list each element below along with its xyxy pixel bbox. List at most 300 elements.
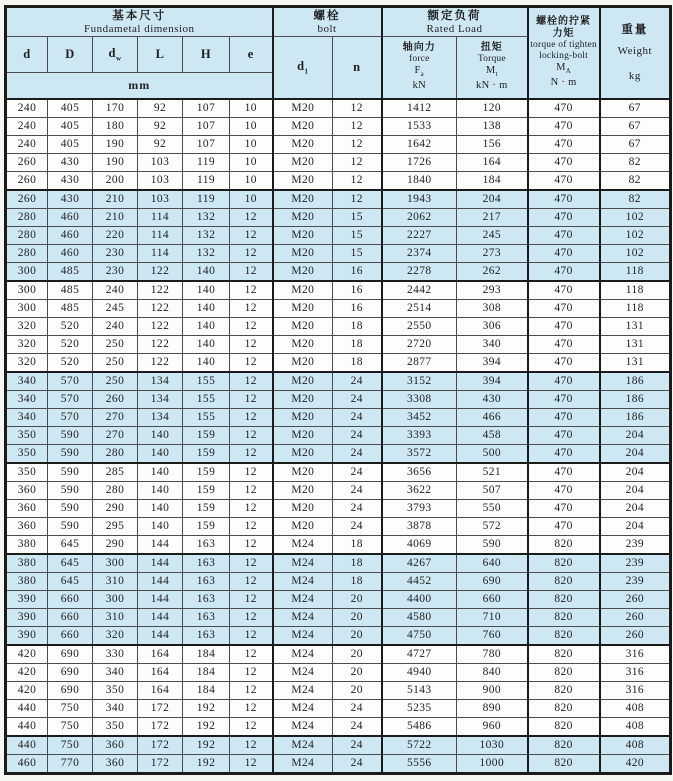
cell: 820 bbox=[528, 681, 600, 699]
table-row bbox=[6, 281, 671, 300]
cell: M20 bbox=[273, 390, 333, 408]
cell: 2442 bbox=[382, 281, 457, 300]
cell: 12 bbox=[230, 754, 273, 773]
header-weight-en: Weight bbox=[617, 44, 653, 57]
cell: 300 bbox=[93, 590, 138, 608]
cell: 12 bbox=[230, 408, 273, 426]
cell: 92 bbox=[138, 135, 183, 153]
cell: 350 bbox=[93, 717, 138, 736]
cell: 466 bbox=[457, 408, 528, 426]
cell: 550 bbox=[457, 499, 528, 517]
header-rated-load-en: Rated Load bbox=[426, 22, 483, 35]
cell: 470 bbox=[528, 390, 600, 408]
cell: 230 bbox=[93, 244, 138, 262]
cell: 5235 bbox=[382, 699, 457, 717]
cell: 239 bbox=[600, 535, 671, 554]
cell: 163 bbox=[183, 572, 230, 590]
cell: 140 bbox=[183, 299, 230, 317]
cell: 20 bbox=[333, 626, 382, 645]
cell: 390 bbox=[6, 626, 48, 645]
header-bolt-group bbox=[273, 7, 382, 37]
cell: M20 bbox=[273, 444, 333, 463]
cell: 82 bbox=[600, 171, 671, 190]
cell: 134 bbox=[138, 408, 183, 426]
cell: 360 bbox=[6, 517, 48, 535]
cell: 260 bbox=[600, 590, 671, 608]
cell: 18 bbox=[333, 572, 382, 590]
cell: 12 bbox=[230, 281, 273, 300]
cell: 710 bbox=[457, 608, 528, 626]
table-row bbox=[6, 463, 671, 482]
header-weight-zh: 重量 bbox=[621, 23, 649, 36]
cell: 172 bbox=[138, 736, 183, 755]
cell: 2720 bbox=[382, 335, 457, 353]
table-row bbox=[6, 572, 671, 590]
cell: 12 bbox=[230, 481, 273, 499]
cell: 114 bbox=[138, 226, 183, 244]
cell: 820 bbox=[528, 572, 600, 590]
header-locking-unit: N · m bbox=[550, 77, 577, 89]
cell: 590 bbox=[48, 481, 93, 499]
header-torque-zh: 扭矩 bbox=[480, 42, 503, 54]
cell: 440 bbox=[6, 717, 48, 736]
cell: 10 bbox=[230, 135, 273, 153]
cell: 20 bbox=[333, 663, 382, 681]
header-locking-zh2: 力矩 bbox=[552, 28, 575, 40]
cell: 5722 bbox=[382, 736, 457, 755]
cell: 192 bbox=[183, 754, 230, 773]
cell: 470 bbox=[528, 153, 600, 171]
cell: 3152 bbox=[382, 372, 457, 391]
cell: 2278 bbox=[382, 262, 457, 281]
cell: M24 bbox=[273, 681, 333, 699]
cell: 645 bbox=[48, 572, 93, 590]
cell: M24 bbox=[273, 572, 333, 590]
cell: 405 bbox=[48, 99, 93, 118]
cell: 122 bbox=[138, 299, 183, 317]
cell: 144 bbox=[138, 572, 183, 590]
header-locking-torque bbox=[528, 7, 600, 99]
cell: 24 bbox=[333, 444, 382, 463]
cell: 204 bbox=[600, 517, 671, 535]
cell: 2550 bbox=[382, 317, 457, 335]
cell: 12 bbox=[230, 390, 273, 408]
cell: M20 bbox=[273, 244, 333, 262]
spec-table bbox=[4, 5, 672, 775]
cell: 18 bbox=[333, 554, 382, 573]
cell: 390 bbox=[6, 608, 48, 626]
cell: M24 bbox=[273, 590, 333, 608]
cell: 12 bbox=[230, 353, 273, 372]
cell: 119 bbox=[183, 171, 230, 190]
cell: 250 bbox=[93, 335, 138, 353]
cell: 660 bbox=[48, 608, 93, 626]
cell: M20 bbox=[273, 262, 333, 281]
cell: M24 bbox=[273, 736, 333, 755]
cell: 164 bbox=[138, 645, 183, 664]
cell: 408 bbox=[600, 717, 671, 736]
cell: 18 bbox=[333, 335, 382, 353]
cell: 12 bbox=[333, 171, 382, 190]
cell: 204 bbox=[600, 426, 671, 444]
cell: 460 bbox=[48, 226, 93, 244]
cell: 245 bbox=[457, 226, 528, 244]
cell: 2514 bbox=[382, 299, 457, 317]
cell: 131 bbox=[600, 335, 671, 353]
cell: 470 bbox=[528, 499, 600, 517]
cell: 690 bbox=[457, 572, 528, 590]
cell: 770 bbox=[48, 754, 93, 773]
cell: 10 bbox=[230, 190, 273, 209]
cell: 485 bbox=[48, 299, 93, 317]
cell: 155 bbox=[183, 390, 230, 408]
cell: 590 bbox=[48, 499, 93, 517]
cell: 460 bbox=[48, 244, 93, 262]
cell: 159 bbox=[183, 517, 230, 535]
cell: 470 bbox=[528, 244, 600, 262]
cell: 350 bbox=[6, 426, 48, 444]
cell: 12 bbox=[230, 426, 273, 444]
cell: 350 bbox=[93, 681, 138, 699]
cell: 3622 bbox=[382, 481, 457, 499]
table-row bbox=[6, 663, 671, 681]
header-locking-en: torque of tighten locking-bolt bbox=[530, 40, 597, 62]
cell: 840 bbox=[457, 663, 528, 681]
cell: 12 bbox=[230, 608, 273, 626]
cell: 20 bbox=[333, 681, 382, 699]
cell: 12 bbox=[230, 299, 273, 317]
cell: 15 bbox=[333, 244, 382, 262]
table-row bbox=[6, 117, 671, 135]
cell: 15 bbox=[333, 226, 382, 244]
cell: M20 bbox=[273, 408, 333, 426]
cell: 270 bbox=[93, 408, 138, 426]
cell: 520 bbox=[48, 335, 93, 353]
cell: 164 bbox=[138, 681, 183, 699]
cell: 316 bbox=[600, 663, 671, 681]
cell: 572 bbox=[457, 517, 528, 535]
header-col-d1: $d_1$ bbox=[273, 37, 333, 99]
cell: 119 bbox=[183, 153, 230, 171]
cell: 4069 bbox=[382, 535, 457, 554]
cell: 12 bbox=[230, 444, 273, 463]
cell: 1840 bbox=[382, 171, 457, 190]
cell: 103 bbox=[138, 171, 183, 190]
cell: 12 bbox=[230, 717, 273, 736]
cell: 340 bbox=[457, 335, 528, 353]
cell: 18 bbox=[333, 353, 382, 372]
cell: 310 bbox=[93, 608, 138, 626]
cell: 24 bbox=[333, 499, 382, 517]
cell: 430 bbox=[48, 153, 93, 171]
table-row bbox=[6, 554, 671, 573]
cell: M20 bbox=[273, 426, 333, 444]
cell: 420 bbox=[6, 645, 48, 664]
table-row bbox=[6, 754, 671, 773]
cell: 470 bbox=[528, 135, 600, 153]
cell: 3452 bbox=[382, 408, 457, 426]
cell: 131 bbox=[600, 353, 671, 372]
cell: M24 bbox=[273, 554, 333, 573]
cell: 470 bbox=[528, 99, 600, 118]
cell: 300 bbox=[6, 281, 48, 300]
table-row bbox=[6, 135, 671, 153]
cell: 500 bbox=[457, 444, 528, 463]
cell: 204 bbox=[600, 499, 671, 517]
cell: 172 bbox=[138, 717, 183, 736]
cell: 103 bbox=[138, 190, 183, 209]
table-row bbox=[6, 590, 671, 608]
cell: 470 bbox=[528, 190, 600, 209]
cell: 122 bbox=[138, 262, 183, 281]
cell: 420 bbox=[600, 754, 671, 773]
table-row bbox=[6, 262, 671, 281]
cell: 394 bbox=[457, 353, 528, 372]
cell: 470 bbox=[528, 299, 600, 317]
header-col-L: L bbox=[138, 37, 183, 73]
cell: 24 bbox=[333, 736, 382, 755]
cell: 20 bbox=[333, 645, 382, 664]
cell: 820 bbox=[528, 590, 600, 608]
cell: 645 bbox=[48, 554, 93, 573]
cell: 470 bbox=[528, 335, 600, 353]
cell: 159 bbox=[183, 444, 230, 463]
table-row bbox=[6, 608, 671, 626]
header-torque-en: Torque bbox=[477, 54, 506, 65]
cell: 380 bbox=[6, 554, 48, 573]
cell: 122 bbox=[138, 353, 183, 372]
cell: 12 bbox=[230, 626, 273, 645]
cell: 260 bbox=[93, 390, 138, 408]
cell: 10 bbox=[230, 171, 273, 190]
cell: 131 bbox=[600, 317, 671, 335]
table-row bbox=[6, 372, 671, 391]
cell: 122 bbox=[138, 335, 183, 353]
cell: 12 bbox=[333, 117, 382, 135]
cell: 144 bbox=[138, 554, 183, 573]
cell: 293 bbox=[457, 281, 528, 300]
cell: 330 bbox=[93, 645, 138, 664]
cell: 159 bbox=[183, 499, 230, 517]
cell: 220 bbox=[93, 226, 138, 244]
table-row bbox=[6, 208, 671, 226]
cell: 430 bbox=[48, 171, 93, 190]
cell: M20 bbox=[273, 517, 333, 535]
cell: 15 bbox=[333, 208, 382, 226]
cell: 192 bbox=[183, 717, 230, 736]
cell: 240 bbox=[93, 281, 138, 300]
header-force-symbol: $F_a$ bbox=[414, 65, 425, 79]
cell: 156 bbox=[457, 135, 528, 153]
cell: 134 bbox=[138, 390, 183, 408]
cell: 163 bbox=[183, 590, 230, 608]
cell: 820 bbox=[528, 554, 600, 573]
cell: 2374 bbox=[382, 244, 457, 262]
cell: 290 bbox=[93, 535, 138, 554]
cell: 138 bbox=[457, 117, 528, 135]
cell: 458 bbox=[457, 426, 528, 444]
cell: 134 bbox=[138, 372, 183, 391]
header-bolt-en: bolt bbox=[317, 22, 337, 35]
cell: 18 bbox=[333, 535, 382, 554]
cell: 140 bbox=[138, 463, 183, 482]
cell: 3656 bbox=[382, 463, 457, 482]
header-force-unit: kN bbox=[412, 80, 427, 92]
cell: 204 bbox=[600, 481, 671, 499]
cell: 140 bbox=[183, 353, 230, 372]
cell: 24 bbox=[333, 463, 382, 482]
cell: 192 bbox=[183, 699, 230, 717]
cell: 420 bbox=[6, 663, 48, 681]
cell: 12 bbox=[230, 663, 273, 681]
cell: 590 bbox=[48, 444, 93, 463]
cell: 230 bbox=[93, 262, 138, 281]
cell: 114 bbox=[138, 244, 183, 262]
cell: 186 bbox=[600, 408, 671, 426]
cell: 2062 bbox=[382, 208, 457, 226]
cell: 440 bbox=[6, 736, 48, 755]
cell: 470 bbox=[528, 463, 600, 482]
cell: 118 bbox=[600, 299, 671, 317]
cell: 590 bbox=[457, 535, 528, 554]
cell: 184 bbox=[183, 645, 230, 664]
cell: 320 bbox=[6, 353, 48, 372]
cell: M24 bbox=[273, 535, 333, 554]
header-unit-mm: mm bbox=[6, 73, 273, 99]
cell: 82 bbox=[600, 153, 671, 171]
cell: 240 bbox=[6, 135, 48, 153]
cell: 3308 bbox=[382, 390, 457, 408]
cell: 340 bbox=[93, 663, 138, 681]
cell: 140 bbox=[138, 499, 183, 517]
header-torque-unit: kN · m bbox=[476, 80, 508, 92]
cell: 240 bbox=[6, 99, 48, 118]
cell: 360 bbox=[6, 499, 48, 517]
cell: 280 bbox=[93, 444, 138, 463]
cell: 190 bbox=[93, 153, 138, 171]
cell: 485 bbox=[48, 262, 93, 281]
cell: 12 bbox=[230, 317, 273, 335]
cell: 285 bbox=[93, 463, 138, 482]
cell: 140 bbox=[183, 281, 230, 300]
cell: 660 bbox=[48, 626, 93, 645]
cell: 4400 bbox=[382, 590, 457, 608]
header-force-en: force bbox=[409, 54, 430, 65]
header-rated-load-group bbox=[382, 7, 528, 37]
cell: 1000 bbox=[457, 754, 528, 773]
cell: 190 bbox=[93, 135, 138, 153]
cell: 12 bbox=[333, 153, 382, 171]
table-row bbox=[6, 244, 671, 262]
cell: 820 bbox=[528, 717, 600, 736]
cell: 120 bbox=[457, 99, 528, 118]
table-row bbox=[6, 99, 671, 118]
cell: 470 bbox=[528, 171, 600, 190]
cell: 340 bbox=[6, 408, 48, 426]
header-weight-unit: kg bbox=[628, 69, 641, 82]
cell: 390 bbox=[6, 590, 48, 608]
cell: 2877 bbox=[382, 353, 457, 372]
cell: 163 bbox=[183, 626, 230, 645]
cell: 820 bbox=[528, 535, 600, 554]
cell: 408 bbox=[600, 699, 671, 717]
cell: 660 bbox=[457, 590, 528, 608]
cell: 250 bbox=[93, 372, 138, 391]
cell: 316 bbox=[600, 645, 671, 664]
cell: 164 bbox=[138, 663, 183, 681]
cell: 132 bbox=[183, 244, 230, 262]
cell: 960 bbox=[457, 717, 528, 736]
cell: 690 bbox=[48, 645, 93, 664]
table-row bbox=[6, 390, 671, 408]
header-force-zh: 轴向力 bbox=[402, 42, 436, 54]
cell: 820 bbox=[528, 736, 600, 755]
cell: M24 bbox=[273, 645, 333, 664]
cell: 280 bbox=[6, 208, 48, 226]
cell: 12 bbox=[230, 517, 273, 535]
cell: 140 bbox=[138, 444, 183, 463]
cell: 119 bbox=[183, 190, 230, 209]
cell: 239 bbox=[600, 572, 671, 590]
cell: 107 bbox=[183, 135, 230, 153]
cell: M20 bbox=[273, 281, 333, 300]
cell: 280 bbox=[6, 244, 48, 262]
cell: M24 bbox=[273, 663, 333, 681]
cell: 92 bbox=[138, 99, 183, 118]
header-col-torque bbox=[457, 37, 528, 99]
table-row bbox=[6, 226, 671, 244]
cell: 140 bbox=[138, 481, 183, 499]
cell: M20 bbox=[273, 481, 333, 499]
cell: 360 bbox=[93, 754, 138, 773]
cell: 217 bbox=[457, 208, 528, 226]
table-body bbox=[6, 99, 671, 774]
table-header bbox=[6, 7, 671, 99]
header-weight bbox=[600, 7, 671, 99]
cell: M20 bbox=[273, 299, 333, 317]
cell: M20 bbox=[273, 153, 333, 171]
table-row bbox=[6, 517, 671, 535]
cell: M20 bbox=[273, 463, 333, 482]
cell: 186 bbox=[600, 372, 671, 391]
table-row bbox=[6, 499, 671, 517]
table-row bbox=[6, 317, 671, 335]
table-row bbox=[6, 645, 671, 664]
cell: 470 bbox=[528, 426, 600, 444]
cell: 320 bbox=[93, 626, 138, 645]
cell: 24 bbox=[333, 390, 382, 408]
cell: 570 bbox=[48, 408, 93, 426]
cell: 470 bbox=[528, 517, 600, 535]
cell: 1726 bbox=[382, 153, 457, 171]
table-row bbox=[6, 408, 671, 426]
cell: 132 bbox=[183, 226, 230, 244]
cell: 645 bbox=[48, 535, 93, 554]
cell: 280 bbox=[93, 481, 138, 499]
cell: 1943 bbox=[382, 190, 457, 209]
cell: 470 bbox=[528, 353, 600, 372]
cell: 12 bbox=[230, 463, 273, 482]
cell: 485 bbox=[48, 281, 93, 300]
cell: 340 bbox=[6, 390, 48, 408]
cell: 520 bbox=[48, 353, 93, 372]
header-locking-zh1: 螺栓的拧紧 bbox=[536, 16, 592, 28]
header-col-n: n bbox=[333, 37, 382, 99]
header-dimension-group bbox=[6, 7, 273, 37]
cell: 67 bbox=[600, 99, 671, 118]
cell: 118 bbox=[600, 262, 671, 281]
table-row bbox=[6, 717, 671, 736]
